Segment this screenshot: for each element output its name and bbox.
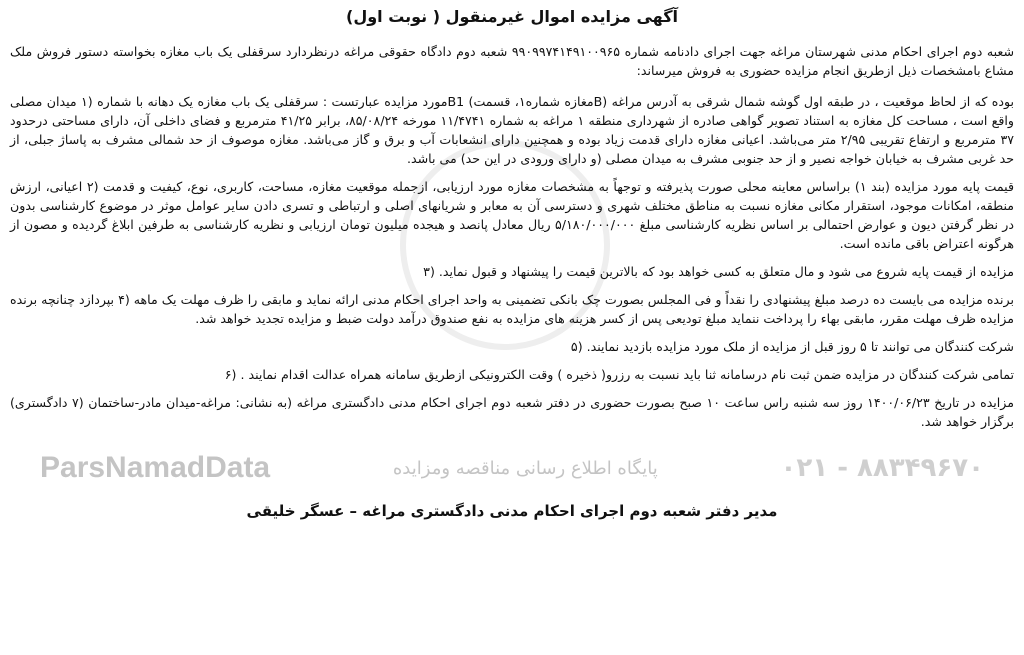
notice-title: آگهی مزایده اموال غیرمنقول ( نوبت اول) [346, 7, 678, 26]
notice-body [10, 42, 1014, 440]
clause-4: برنده مزایده می بایست ده درصد مبلغ پیشنهادی را نقداً و فی المجلس بصورت چک بانکی تضمینی به واحد اجرای احکام مدنی ارائه نماید و مابقی را ظرف مهلت یک ماهه (۴ بپردازد چنانچه برنده مزایده ظرف مهلت مقرر، مابقی بهاء را پرداخت ننماید مبلغ تودیعی پس از کسر هزینه های مزایده به نفع صندوق درآمد دولت ضبط و مزایده تجدید خواهد شد. [10, 292, 1014, 326]
intro-paragraph: شعبه دوم اجرای احکام مدنی شهرستان مراغه جهت اجرای دادنامه شماره ۹۹۰۹۹۷۴۱۴۹۱۰۰۹۶۵ شعبه دوم دادگاه حقوقی مراغه درنظردارد سرقفلی یک باب مغازه بخواسته دستور فروش ملک مشاع بامشخصات ذیل ازطریق انجام مزایده حضوری به فروش میرساند: [10, 44, 1014, 78]
clause-3: مزایده از قیمت پایه شروع می شود و مال متعلق به کسی خواهد بود که بالاترین قیمت را پیشنهاد و قبول نماید. (۳ [423, 264, 1014, 279]
clause-2: قیمت پایه مورد مزایده (بند ۱) براساس معاینه محلی صورت پذیرفته و توجهاً به مشخصات مغازه مورد ارزیابی، ازجمله موقعیت مغازه، مساحت، کاربری، نوع، کیفیت و قدمت (۲ اعیانی، ارزش منطقه، امکانات موجود، استقرار مکانی مغازه نسبت به مناطق مختلف شهری و دسترسی آن به معابر و شریانهای اصلی و ارتباطی و تسری دادن سایر عوامل موثر در موضوع کارشناسی بدون در نظر گرفتن دیون و عوارض احتمالی بر اساس نظریه کارشناسی مبلغ ۵/۱۸۰/۰۰۰/۰۰۰ ریال معادل پانصد و هیجده میلیون تومان ارزیابی و نظریه کارشناسی به طرفین ابلاغ گردیده و مصون از هرگونه اعتراض باقی مانده است. [10, 179, 1014, 251]
watermark-brand: ParsNamadData [40, 451, 271, 484]
clause-6: تمامی شرکت کنندگان در مزایده ضمن ثبت نام درسامانه ثنا باید نسبت به رزرو( ذخیره ) وقت الکترونیکی ازطریق سامانه همراه عدالت اقدام نمایند . (۶ [224, 367, 1014, 382]
clause-5: شرکت کنندگان می توانند تا ۵ روز قبل از مزایده از ملک مورد مزایده بازدید نمایند. (۵ [570, 339, 1014, 354]
clause-7: مزایده در تاریخ ۱۴۰۰/۰۶/۲۳ روز سه شنبه راس ساعت ۱۰ صبح بصورت حضوری در دفتر شعبه دوم اجرای احکام مدنی دادگستری مراغه (به نشانی: مراغه-میدان مادر-ساختمان (۷ دادگستری) برگزار خواهد شد. [10, 395, 1015, 429]
signature: مدیر دفتر شعبه دوم اجرای احکام مدنی دادگستری مراغه – عسگر خلیقی [246, 502, 778, 520]
watermark-row [40, 446, 984, 490]
watermark-phone: ۸۸۳۴۹۶۷۰ - ۰۲۱ [780, 453, 984, 483]
watermark-tagline: پایگاه اطلاع رسانی مناقصه ومزایده [392, 457, 658, 479]
clause-1: بوده که از لحاظ موقعیت ، در طبقه اول گوشه شمال شرقی به آدرس مراغه (Bمغازه شماره۱، قسمت) B1مورد مزایده عبارتست : سرقفلی یک باب مغازه یک دهانه با شماره (۱ میدان مصلی واقع است ، مساحت کل مغازه به استناد تصویر گواهی صادره از شهرداری منطقه ۱ مراغه به شماره ۱۱/۴۷۴۱ مورخه ۸۵/۰۸/۲۴، برابر ۴۱/۲۵ مترمربع و فضای داخلی آن، دارای مساحتی درحدود ۳۷ مترمربع و ارتفاع تقریبی ۲/۹۵ متر می‌باشد. اعیانی مغازه دارای قدمت زیاد بوده و همچنین دارای انشعابات آب و برق و گاز می‌باشد. مغازه موصوف از حد شمالی مشرف به پاساژ جبلی، از حد غربی مشرف به خیابان خواجه نصیر و از حد جنوبی مشرف به میدان مصلی (و دارای ورودی در این حد) می باشد. [10, 94, 1015, 166]
